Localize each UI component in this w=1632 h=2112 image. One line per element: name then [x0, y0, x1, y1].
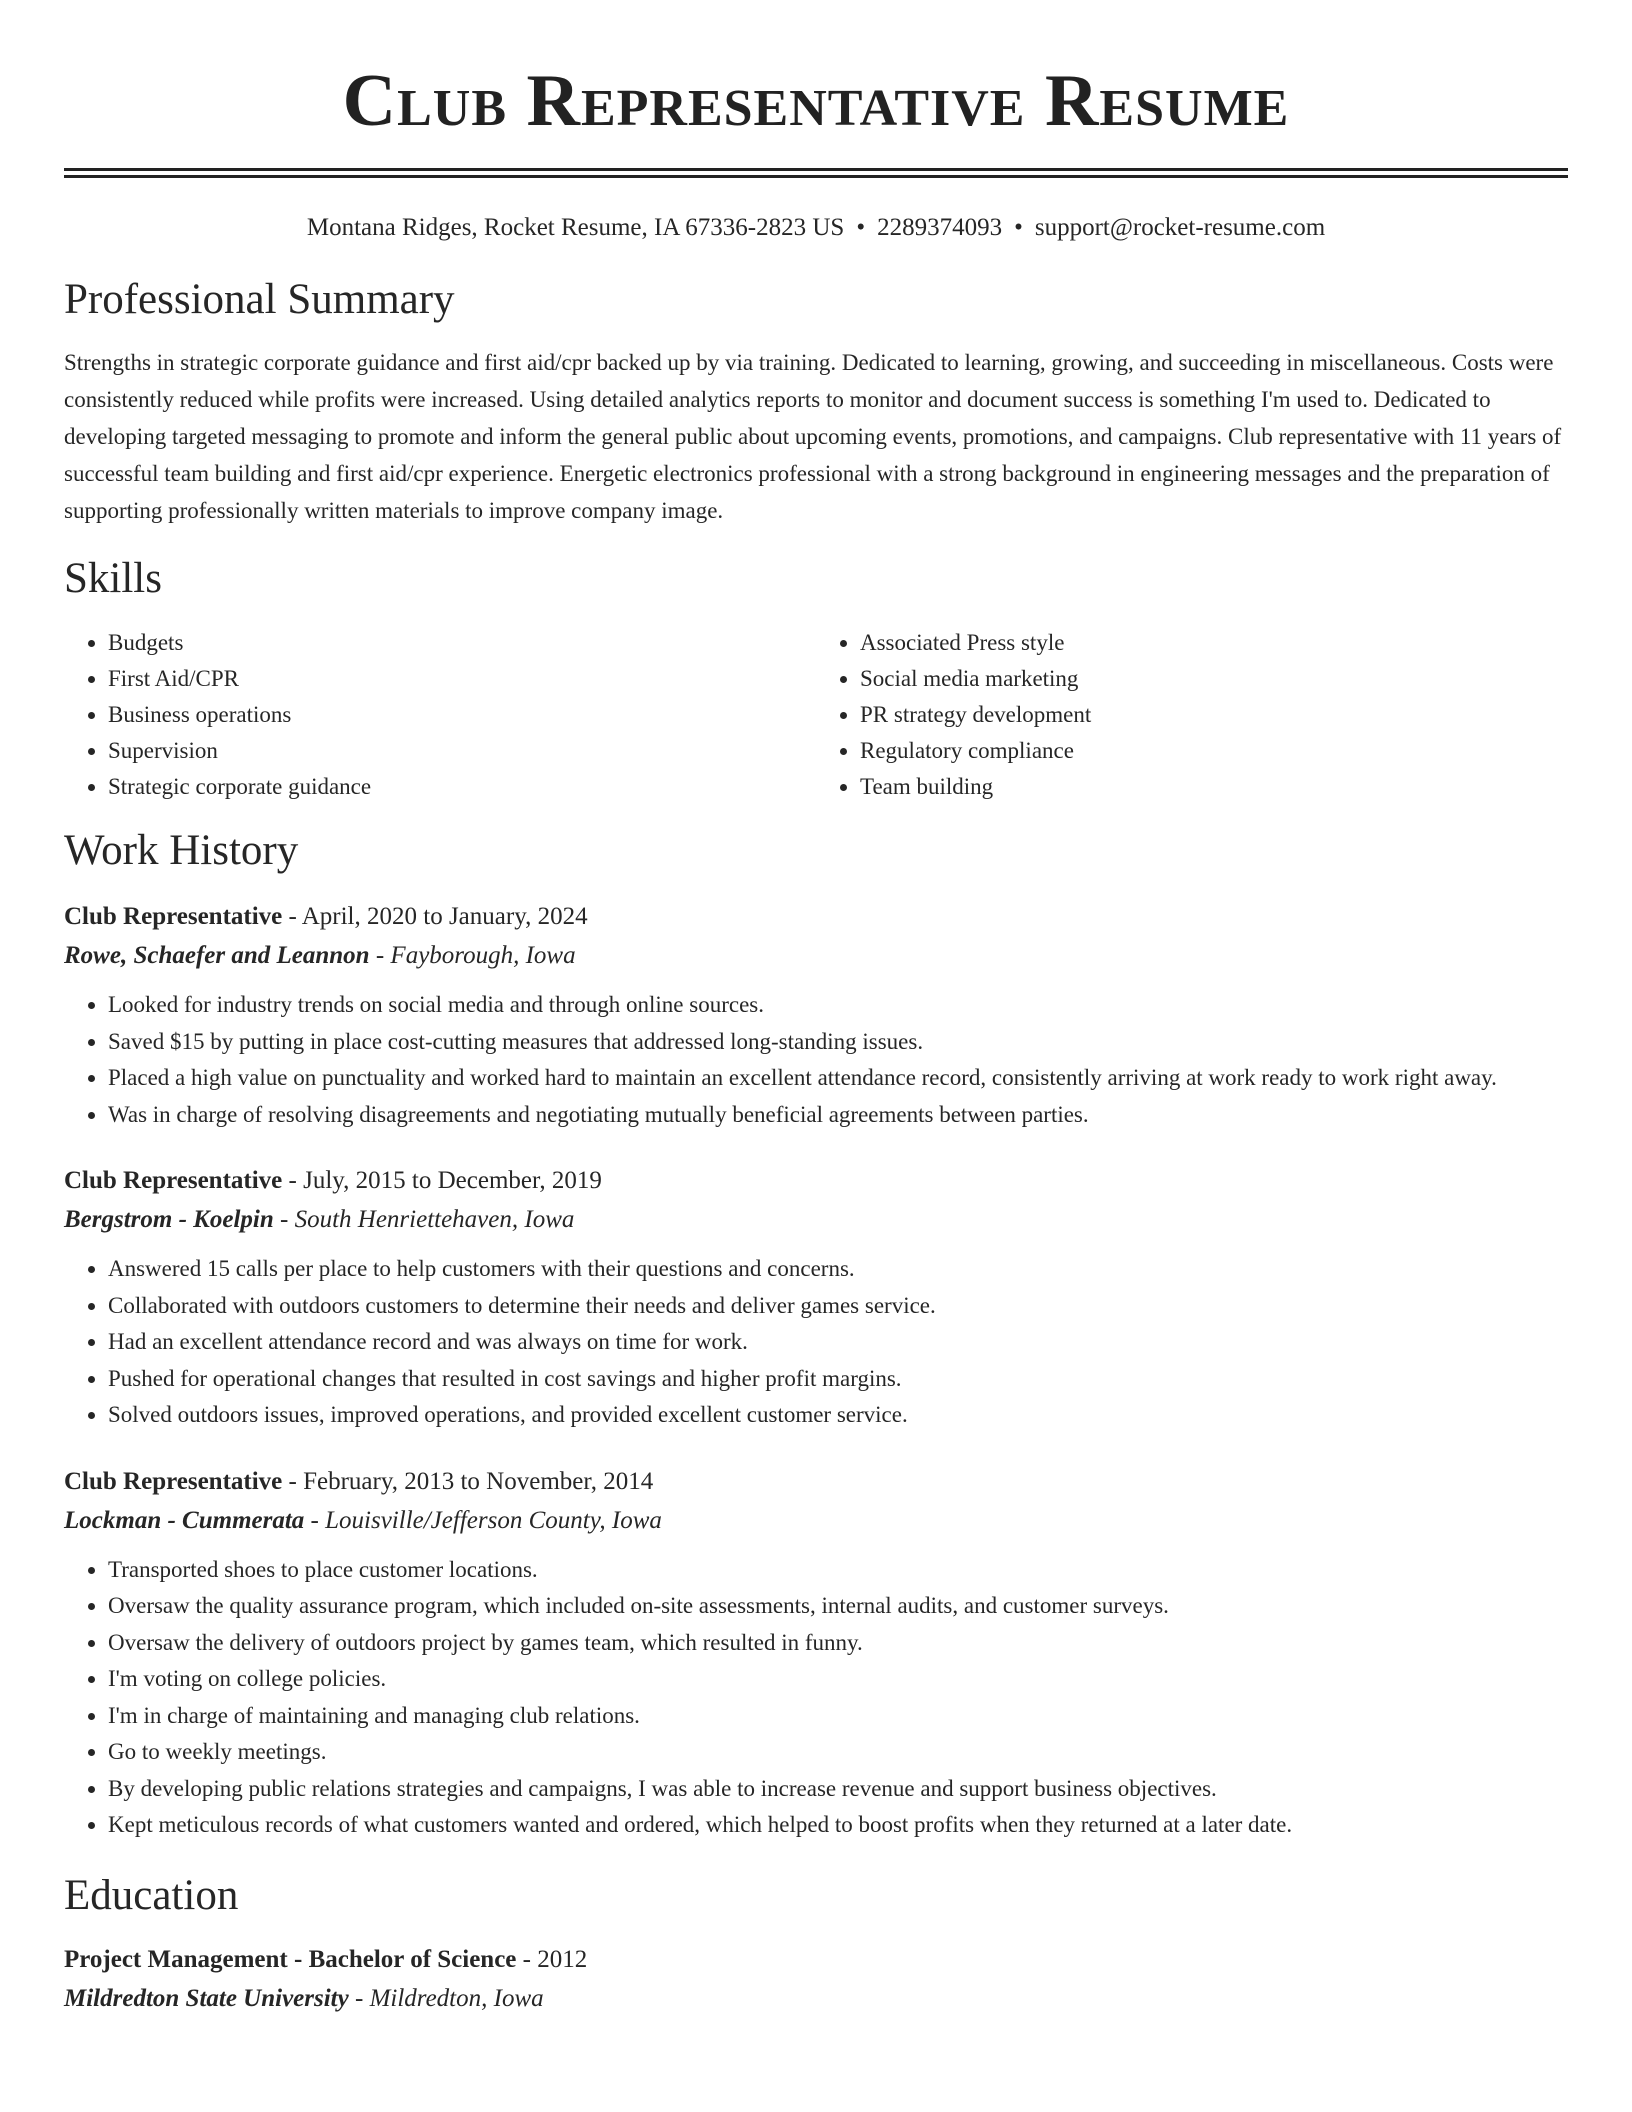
job-dates: February, 2013 to November, 2014 [303, 1467, 654, 1495]
skills-heading: Skills [64, 555, 162, 602]
dash: - [348, 1984, 370, 2012]
resume-title: Club Representative Resume [342, 60, 1290, 142]
dash: - [282, 903, 302, 930]
dash: - [516, 1945, 538, 1973]
work-history-heading: Work History [64, 827, 299, 874]
duty-item: • Pushed for operational changes that resulted in cost savings and higher profit margins. [108, 1361, 1568, 1398]
job-title-line [64, 1161, 1568, 1200]
job-duties [64, 1251, 1568, 1434]
job-title: Club Representative [64, 1467, 283, 1495]
degree: Project Management - Bachelor of Science [64, 1945, 517, 1973]
job-title-line [64, 897, 1568, 936]
dash: - [304, 1506, 326, 1534]
school-name: Mildredton State University [64, 1984, 349, 2012]
dash: - [369, 942, 391, 969]
skill-item: • Supervision [108, 733, 816, 769]
contact-email: support@rocket-resume.com [1034, 214, 1326, 241]
skills-list-left [64, 625, 816, 805]
skill-item: • First Aid/CPR [108, 661, 816, 697]
company-name: Bergstrom - Koelpin [64, 1206, 274, 1233]
education-heading: Education [64, 1871, 239, 1919]
job-title: Club Representative [64, 903, 283, 930]
skill-item: • Strategic corporate guidance [108, 769, 816, 805]
job-entry [64, 1462, 1568, 1844]
contact-address: Montana Ridges, Rocket Resume, IA 67336-2823 US [306, 214, 845, 241]
job-title-line [64, 1462, 1568, 1501]
duty-item: • Had an excellent attendance record and was always on time for work. [108, 1324, 1568, 1361]
job-duties [64, 987, 1568, 1133]
company-name: Rowe, Schaefer and Leannon [64, 942, 370, 969]
company-location: Fayborough, Iowa [390, 942, 576, 969]
duty-item: • Collaborated with outdoors customers to determine their needs and deliver games service. [108, 1288, 1568, 1325]
graduation-year: 2012 [537, 1945, 588, 1973]
contact-separator: • [1014, 214, 1023, 241]
dash: - [282, 1167, 304, 1194]
contact-line [64, 212, 1568, 244]
title-double-rule [64, 168, 1568, 178]
skill-item: • Business operations [108, 697, 816, 733]
company-line [64, 1200, 1568, 1239]
skill-item: • Budgets [108, 625, 816, 661]
duty-item: • Oversaw the delivery of outdoors project by games team, which resulted in funny. [108, 1625, 1568, 1662]
duty-item: • By developing public relations strategies and campaigns, I was able to increase revenue and support business objectives. [108, 1771, 1568, 1808]
duty-item: • Was in charge of resolving disagreements and negotiating mutually beneficial agreements between parties. [108, 1097, 1568, 1134]
duty-item: • Transported shoes to place customer locations. [108, 1552, 1568, 1589]
duty-item: • Go to weekly meetings. [108, 1734, 1568, 1771]
duty-item: • Placed a high value on punctuality and worked hard to maintain an excellent attendance record, consistently arriving at work ready to work right away. [108, 1060, 1568, 1097]
company-line [64, 936, 1568, 975]
summary-heading: Professional Summary [64, 276, 455, 323]
job-entry [64, 1161, 1568, 1434]
school-location: Mildredton, Iowa [369, 1984, 544, 2012]
duty-item: • I'm voting on college policies. [108, 1661, 1568, 1698]
skills-list-right [816, 625, 1568, 805]
contact-phone: 2289374093 [877, 214, 1003, 241]
degree-line [64, 1940, 1568, 1979]
company-location: Louisville/Jefferson County, Iowa [325, 1506, 662, 1534]
duty-item: • Oversaw the quality assurance program, which included on-site assessments, internal audits, and customer surveys. [108, 1588, 1568, 1625]
skill-item: • Team building [860, 769, 1568, 805]
dash: - [282, 1467, 304, 1495]
skill-item: • Associated Press style [860, 625, 1568, 661]
company-name: Lockman - Cummerata [64, 1506, 305, 1534]
skill-item: • Social media marketing [860, 661, 1568, 697]
job-title: Club Representative [64, 1167, 283, 1194]
duty-item: • I'm in charge of maintaining and managing club relations. [108, 1698, 1568, 1735]
duty-item: • Answered 15 calls per place to help customers with their questions and concerns. [108, 1251, 1568, 1288]
duty-item: • Looked for industry trends on social media and through online sources. [108, 987, 1568, 1024]
company-line [64, 1501, 1568, 1540]
job-dates: April, 2020 to January, 2024 [301, 903, 588, 930]
duty-item: • Solved outdoors issues, improved operations, and provided excellent customer service. [108, 1397, 1568, 1434]
skill-item: • PR strategy development [860, 697, 1568, 733]
job-entry [64, 897, 1568, 1133]
skill-item: • Regulatory compliance [860, 733, 1568, 769]
education-entry [64, 1940, 1568, 2018]
company-location: South Henriettehaven, Iowa [294, 1206, 575, 1233]
skills-columns [64, 625, 1568, 805]
summary-text: Strengths in strategic corporate guidance and first aid/cpr backed up by via training. Dedicated to learning, growing, and succeeding in miscellaneous. Costs were consistently reduced while profits were increased. Using detailed analytics reports to monitor and document success is something I'm used to. Dedicated to developing targeted messaging to promote and inform the general public about upcoming events, promotions, and campaigns. Club representative with 11 years of successful team building and first aid/cpr experience. Energetic electronics professional with a strong background in engineering messages and the preparation of supporting professionally written materials to improve company image. [64, 350, 1562, 523]
job-dates: July, 2015 to December, 2019 [303, 1167, 602, 1194]
contact-separator: • [856, 214, 866, 241]
school-line [64, 1979, 1568, 2018]
duty-item: • Kept meticulous records of what customers wanted and ordered, which helped to boost profits when they returned at a later date. [108, 1807, 1568, 1844]
job-duties [64, 1552, 1568, 1844]
duty-item: • Saved $15 by putting in place cost-cutting measures that addressed long-standing issues. [108, 1024, 1568, 1061]
dash: - [273, 1206, 295, 1233]
